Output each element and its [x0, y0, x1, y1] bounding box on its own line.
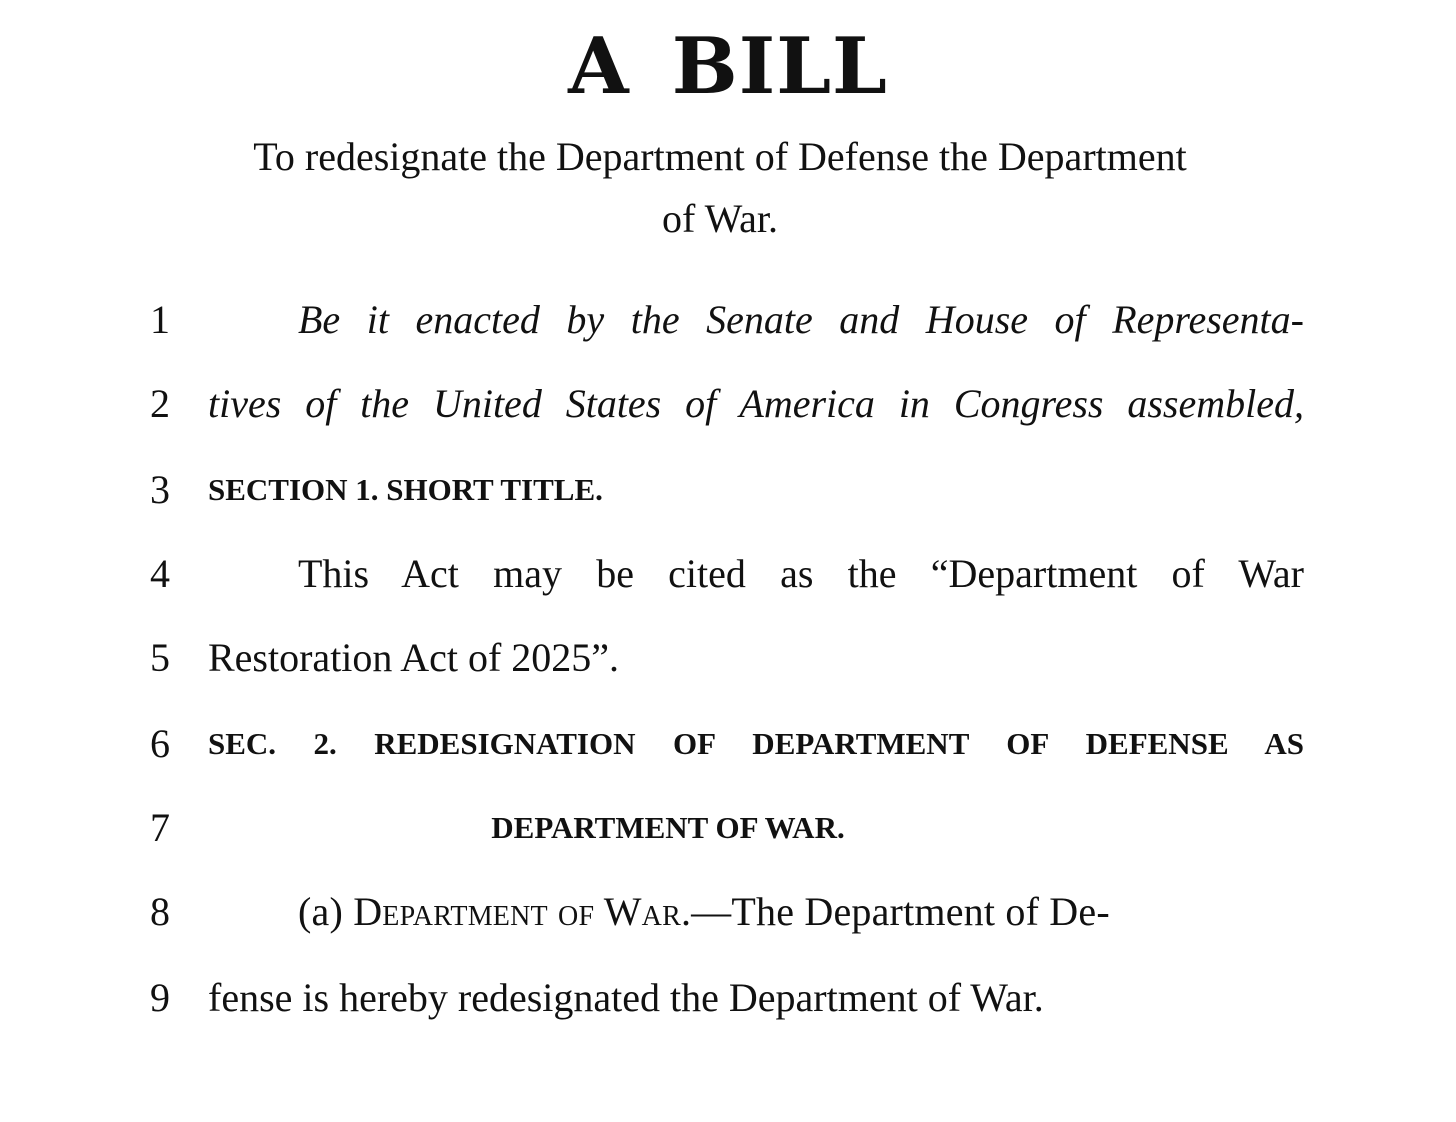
line-number: 7 — [150, 805, 170, 850]
bill-line-6 — [0, 714, 1456, 774]
line-number: 9 — [150, 975, 170, 1020]
subsection-a-part-1 — [298, 882, 1304, 942]
line-number: 5 — [150, 635, 170, 680]
line-number: 3 — [150, 467, 170, 512]
purpose-line-2: of War. — [661, 196, 778, 241]
line-number: 8 — [150, 889, 170, 934]
bill-line-9 — [0, 968, 1456, 1028]
bill-purpose — [150, 126, 1290, 250]
enacting-clause-part-2: tives of the United States of America in Congress assembled, — [208, 381, 1304, 426]
short-title-text-part-1: This Act may be cited as the “Department of War — [298, 551, 1304, 596]
section-2-heading-part-2: DEPARTMENT OF WAR. — [491, 810, 845, 845]
section-2-heading-part-1: SEC. 2. REDESIGNATION OF DEPARTMENT OF DEFENSE AS — [208, 726, 1304, 761]
bill-line-3 — [0, 460, 1456, 520]
subsection-a-part-2: fense is hereby redesignated the Department of War. — [208, 975, 1044, 1020]
purpose-line-1: To redesignate the Department of Defense the Department — [253, 134, 1187, 179]
line-number: 1 — [150, 297, 170, 342]
short-title-text-part-2: Restoration Act of 2025”. — [208, 635, 620, 680]
subsection-text: —The Department of De- — [691, 889, 1110, 934]
bill-line-8 — [0, 882, 1456, 942]
enacting-clause-part-1: Be it enacted by the Senate and House of Representa- — [298, 297, 1304, 342]
bill-title: A BILL — [568, 21, 888, 112]
line-number: 4 — [150, 551, 170, 596]
bill-line-1 — [0, 290, 1456, 350]
section-1-heading: SECTION 1. SHORT TITLE. — [208, 472, 603, 507]
line-number: 6 — [150, 721, 170, 766]
bill-line-5 — [0, 628, 1456, 688]
bill-line-7 — [0, 798, 1456, 858]
bill-line-2 — [0, 374, 1456, 434]
bill-line-4 — [0, 544, 1456, 604]
line-number: 2 — [150, 381, 170, 426]
subsection-label: (a) — [298, 889, 343, 934]
subsection-heading: Department of War. — [353, 889, 692, 934]
